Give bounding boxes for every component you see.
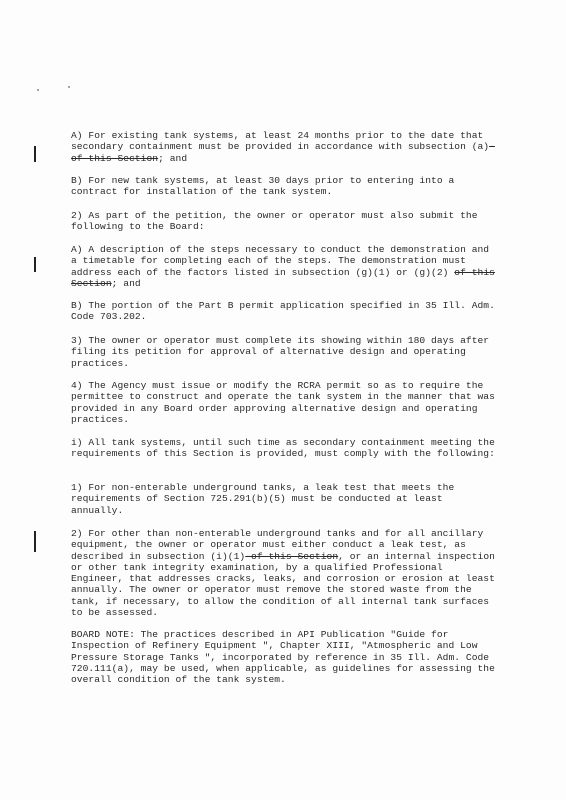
- paragraph-text: 2) For other than non-enterable underground tanks and for all ancillary equipment, the owner or operator must either conduct a leak test, as described in subsection (i)(1): [71, 528, 484, 562]
- paragraph-2: [71, 210, 497, 233]
- paragraph-text: 4) The Agency must issue or modify the RCRA permit so as to require the permittee to construct and operate the tank system in the manner that was provided in any Board order approving alternative design and operating practices.: [71, 380, 495, 425]
- paragraph-text: 3) The owner or operator must complete its showing within 180 days after filing its petition for approval of alternative design and operating practices.: [71, 335, 490, 369]
- struck-text: -of this Section: [245, 550, 339, 562]
- paragraph-i2: [71, 528, 497, 618]
- struck-text: of this Section: [71, 266, 495, 289]
- paragraph-3: [71, 335, 497, 369]
- paragraph-i1: [71, 482, 497, 516]
- paragraph-text: i) All tank systems, until such time as secondary containment meeting the requirements of this Section is provided, must comply with the following:: [71, 437, 495, 460]
- paragraph-2a: [71, 244, 497, 289]
- paragraph-text: A) For existing tank systems, at least 24 months prior to the date that secondary containment must be provided in accordance with subsection (a): [71, 130, 490, 153]
- struck-text: -of this Section: [71, 141, 495, 164]
- change-bar: [34, 257, 36, 272]
- paragraph-text: 1) For non-enterable underground tanks, a leak test that meets the requirements of Section 725.291(b)(5) must be conducted at least annually.: [71, 482, 455, 516]
- paragraph-text: BOARD NOTE: The practices described in API Publication "Guide for Inspection of Refinery Equipment ", Chapter XIII, "Atmospheric and Low Pressure Storage Tanks ", incorporated by reference in 35 Ill. Adm. Code 720.111(a), may be used, when applicable, as guidelines for assessing the overall condition of the tank system.: [71, 629, 495, 686]
- paragraph-text: ; and: [111, 277, 141, 289]
- paragraph-b: [71, 175, 497, 198]
- paragraph-text: B) The portion of the Part B permit application specified in 35 Ill. Adm. Code 703.202.: [71, 300, 495, 323]
- paragraph-text: A) A description of the steps necessary to conduct the demonstration and a timetable for completing each of the steps. The demonstration must address each of the factors listed in subsection (g)(1) or (g)(2): [71, 244, 490, 278]
- paragraph-text: 2) As part of the petition, the owner or operator must also submit the following to the Board:: [71, 210, 478, 233]
- paragraph-4: [71, 380, 497, 425]
- paragraph-text: ; and: [158, 152, 188, 164]
- scan-speck: [37, 89, 39, 91]
- paragraph-text: , or an internal inspection or other tank integrity examination, by a qualified Professional Engineer, that addresses cracks, leaks, and corrosion or erosion at least annually. The owner or operator must remove the stored waste from the tank, if necessary, to allow the condition of all internal tank surfaces to be assessed.: [71, 550, 495, 619]
- scan-speck: [68, 86, 70, 88]
- paragraph-a: [71, 130, 497, 164]
- paragraph-i: [71, 437, 497, 460]
- change-bar: [34, 146, 36, 162]
- change-bar: [34, 531, 36, 552]
- paragraph-text: B) For new tank systems, at least 30 days prior to entering into a contract for installation of the tank system.: [71, 175, 455, 198]
- paragraph-2b: [71, 300, 497, 323]
- board-note: [71, 629, 497, 685]
